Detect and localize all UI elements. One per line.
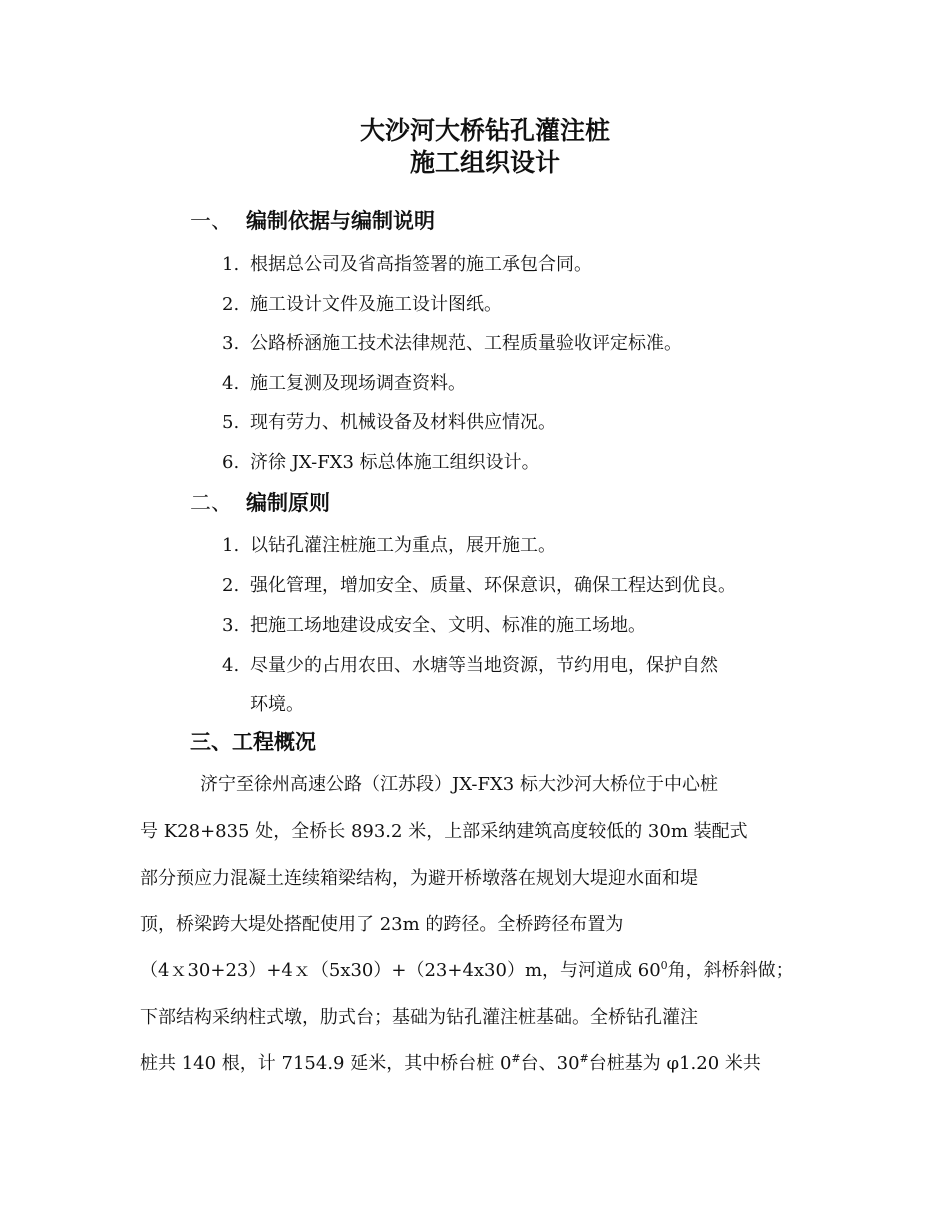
section1-item-1: 1. 根据总公司及省高指签署的施工承包合同。	[222, 254, 592, 275]
section3-line-2: 号 K28+835 处，全桥长 893.2 米，上部采纳建筑高度较低的 30m 装配式	[140, 821, 748, 842]
section3-line-4: 顶，桥梁跨大堤处搭配使用了 23m 的跨径。全桥跨径布置为	[140, 914, 624, 935]
section1-title: 编制依据与编制说明	[246, 209, 435, 233]
section2-item-3: 3. 把施工场地建设成安全、文明、标准的施工场地。	[222, 615, 646, 636]
section1-item-6: 6. 济徐 JX-FX3 标总体施工组织设计。	[222, 452, 540, 473]
section1-heading	[190, 207, 435, 235]
section3-heading: 三、工程概况	[190, 730, 316, 754]
section1-item-2: 2. 施工设计文件及施工设计图纸。	[222, 294, 502, 315]
document-title-line1: 大沙河大桥钻孔灌注桩	[359, 116, 610, 145]
section3-line-5: （4ｘ30+23）+4ｘ（5x30）+（23+4x30）m，与河道成 $60^0$角，斜桥斜做；	[140, 959, 794, 981]
section2-item-4-continued: 环境。	[250, 694, 304, 715]
section1-item-4: 4. 施工复测及现场调查资料。	[222, 373, 466, 394]
section2-heading	[190, 489, 330, 517]
section2-number: 二、	[190, 491, 232, 515]
section2-title: 编制原则	[246, 491, 330, 515]
document-title-line2: 施工组织设计	[409, 148, 560, 177]
section1-item-5: 5. 现有劳力、机械设备及材料供应情况。	[222, 412, 556, 433]
section2-item-1: 1. 以钻孔灌注桩施工为重点，展开施工。	[222, 535, 556, 556]
section3-line-7: 桩共 140 根，计 7154.9 延米，其中桥台桩 0#台、30#台桩基为 φ1.20 米共	[140, 1052, 761, 1074]
section1-item-3: 3. 公路桥涵施工技术法律规范、工程质量验收评定标准。	[222, 333, 682, 354]
section3-line-3: 部分预应力混凝土连续箱梁结构，为避开桥墩落在规划大堤迎水面和堤	[140, 868, 698, 889]
section2-item-4: 4. 尽量少的占用农田、水塘等当地资源，节约用电，保护自然	[222, 655, 718, 676]
section3-line-1: 济宁至徐州高速公路（江苏段）JX-FX3 标大沙河大桥位于中心桩	[200, 774, 718, 795]
section1-number: 一、	[190, 209, 232, 233]
section2-item-2: 2. 强化管理，增加安全、质量、环保意识，确保工程达到优良。	[222, 575, 736, 596]
section3-line-6: 下部结构采纳柱式墩，肋式台；基础为钻孔灌注桩基础。全桥钻孔灌注	[140, 1007, 698, 1028]
